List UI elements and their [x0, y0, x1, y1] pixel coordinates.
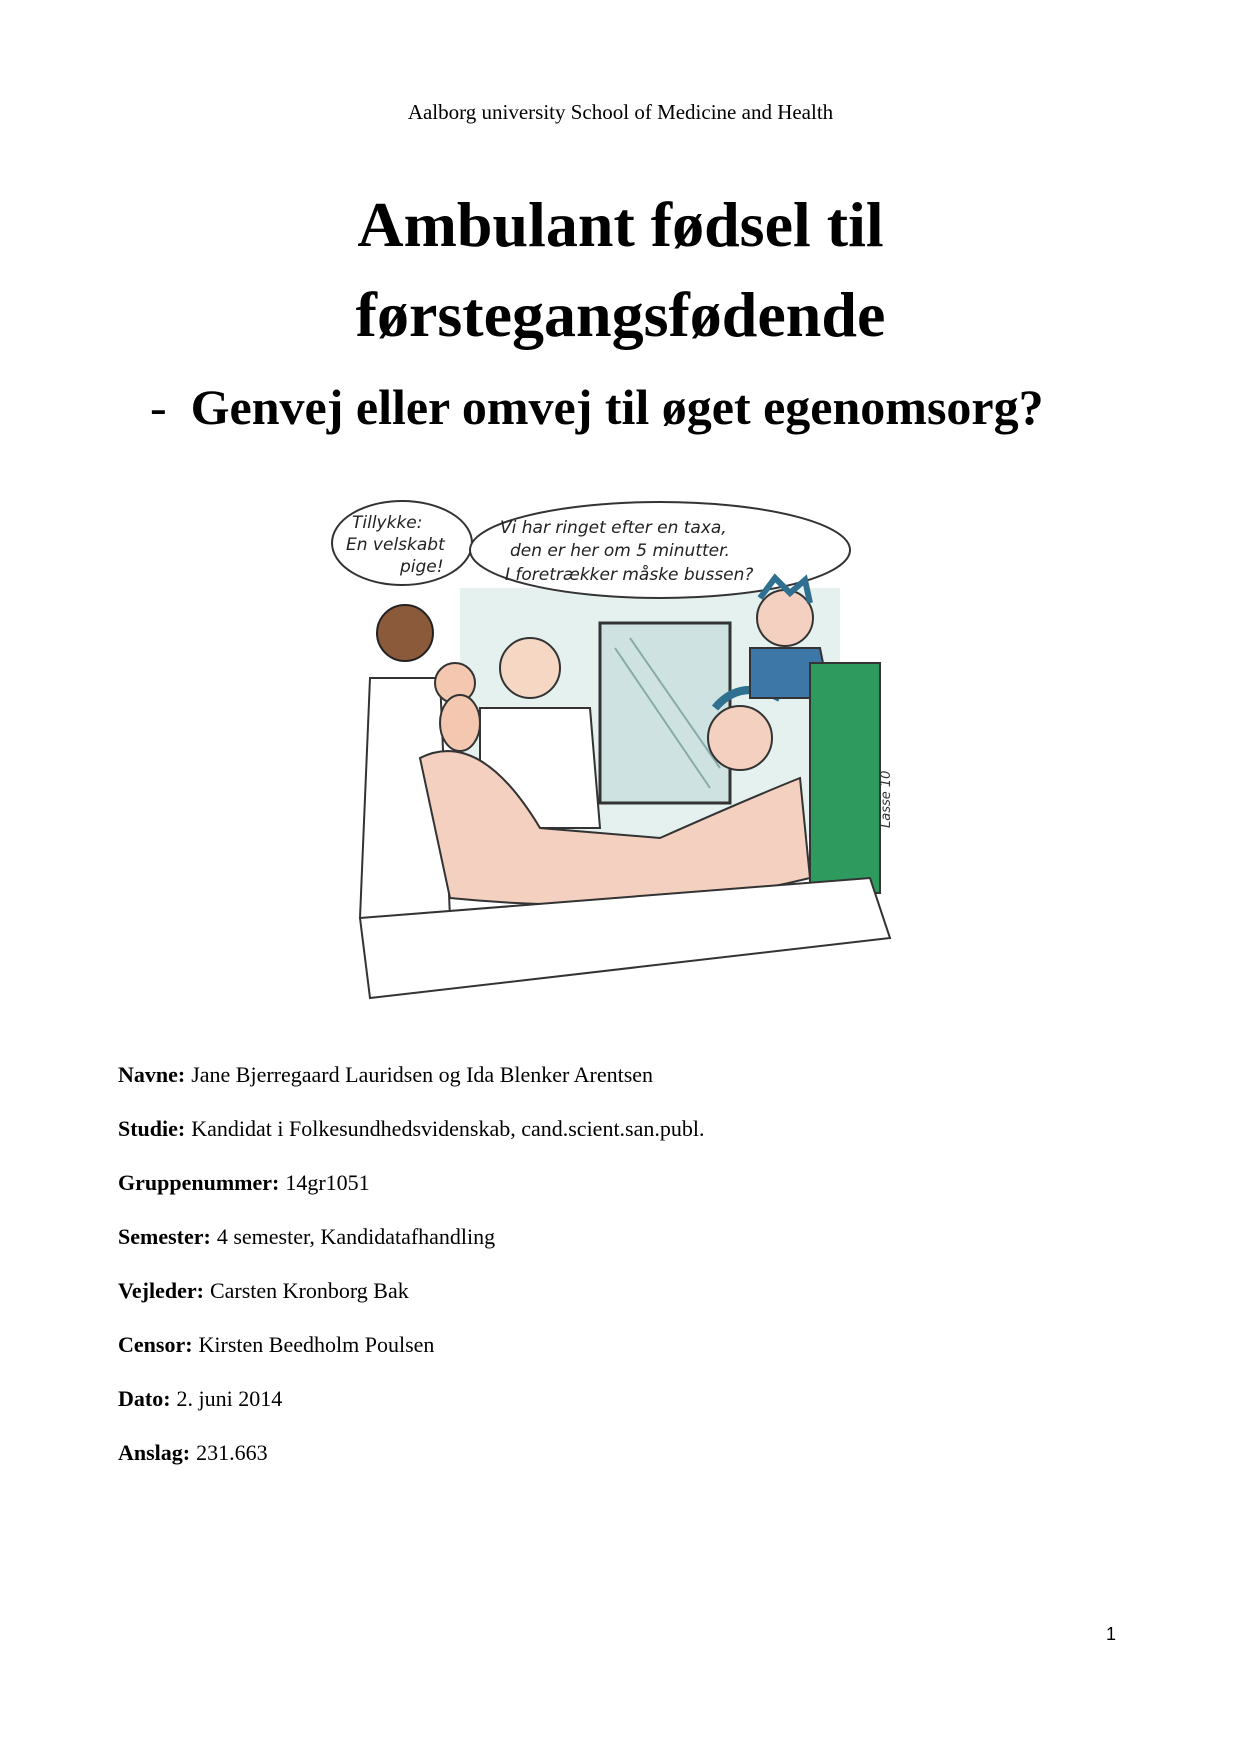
bubble-right-line-3: I foretrækker måske bussen? — [505, 565, 754, 585]
field-label: Censor: — [118, 1332, 193, 1357]
green-chair — [810, 663, 880, 893]
field-label: Studie: — [118, 1116, 186, 1141]
field-value: Jane Bjerregaard Lauridsen og Ida Blenker Arentsen — [191, 1062, 654, 1087]
field-gruppenummer — [118, 1168, 705, 1222]
field-vejleder — [118, 1276, 705, 1330]
field-value: 231.663 — [196, 1440, 268, 1465]
cartoon-illustration — [330, 498, 940, 1013]
field-label: Navne: — [118, 1062, 186, 1087]
baby-body — [440, 695, 480, 751]
subtitle-text: Genvej eller omvej til øget egenomsorg? — [190, 379, 1044, 435]
metadata-fields — [118, 1060, 705, 1492]
field-value: 4 semester, Kandidatafhandling — [216, 1224, 496, 1249]
bubble-right-line-2: den er her om 5 minutter. — [510, 541, 730, 561]
subtitle-dash: - — [150, 379, 167, 435]
window — [600, 623, 730, 803]
field-label: Gruppenummer: — [118, 1170, 280, 1195]
title-line-1: Ambulant fødsel til — [357, 189, 884, 260]
field-label: Semester: — [118, 1224, 211, 1249]
field-value: 14gr1051 — [285, 1170, 370, 1195]
bubble-right-line-1: Vi har ringet efter en taxa, — [500, 518, 727, 538]
mother-head — [708, 706, 772, 770]
midwife-head — [377, 605, 433, 661]
field-censor — [118, 1330, 705, 1384]
document-subtitle — [150, 378, 1044, 436]
field-value: Kandidat i Folkesundhedsvidenskab, cand.scient.san.publ. — [191, 1116, 705, 1141]
field-label: Vejleder: — [118, 1278, 204, 1303]
page-header: Aalborg university School of Medicine and Health — [407, 100, 834, 124]
field-anslag — [118, 1438, 705, 1492]
field-studie — [118, 1114, 705, 1168]
page-number: 1 — [1106, 1624, 1117, 1644]
nurse-head — [500, 638, 560, 698]
field-value: Kirsten Beedholm Poulsen — [198, 1332, 435, 1357]
father-head — [757, 590, 813, 646]
field-semester — [118, 1222, 705, 1276]
field-value: Carsten Kronborg Bak — [209, 1278, 409, 1303]
bubble-left-line-3: pige! — [400, 557, 444, 577]
field-label: Dato: — [118, 1386, 171, 1411]
artist-signature: Lasse 10 — [879, 770, 894, 828]
bubble-left-line-2: En velskabt — [346, 535, 445, 555]
bubble-left-line-1: Tillykke: — [352, 513, 423, 533]
document-title — [0, 180, 1241, 360]
field-value: 2. juni 2014 — [176, 1386, 283, 1411]
field-label: Anslag: — [118, 1440, 191, 1465]
title-line-2: førstegangsfødende — [355, 279, 886, 350]
field-navne — [118, 1060, 705, 1114]
field-dato — [118, 1384, 705, 1438]
